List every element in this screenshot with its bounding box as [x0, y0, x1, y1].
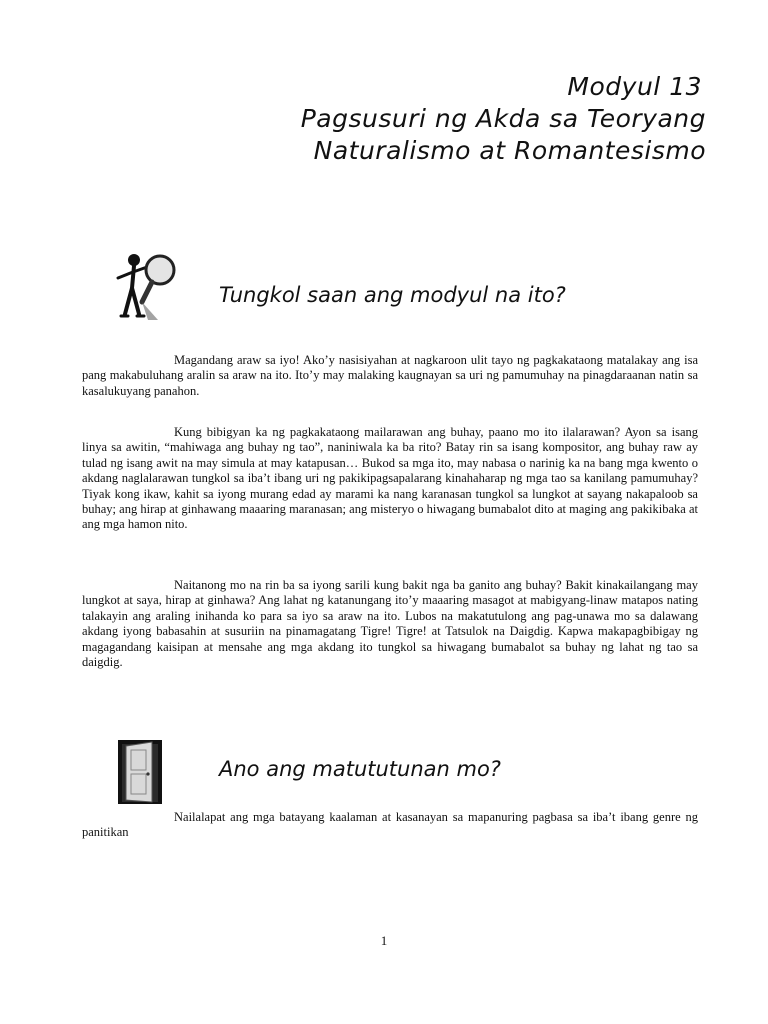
magnifier-figure-icon — [112, 252, 182, 322]
paragraph-objective: Nailalapat ang mga batayang kaalaman at kasanayan sa mapanuring pagbasa sa iba’t ibang genre ng panitikan — [82, 810, 698, 840]
page-number: 1 — [380, 933, 388, 948]
paragraph-intro: Magandang araw sa iyo! Ako’y nasisiyahan at nagkaroon ulit tayo ng pagkakataong matalakay ang isa pang makabuluhang aralin sa araw na ito. Ito’y may malaking kaugnayan sa uri ng pamumuhay na pinagdaraanan natin sa kasalukuyang panahon. — [82, 353, 698, 398]
module-number: Modyul 13 — [567, 72, 702, 101]
module-title-line-2: Naturalismo at Romantesismo — [313, 136, 706, 165]
section-heading-learn: Ano ang matututunan mo? — [219, 757, 501, 781]
section-heading-about: Tungkol saan ang modyul na ito? — [219, 283, 566, 307]
paragraph-life: Kung bibigyan ka ng pagkakataong mailarawan ang buhay, paano mo ito ilalarawan? Ayon sa isang linya sa awitin, “mahiwaga ang buhay ng tao”, naniniwala ka ba rito? Batay rin sa isang kompositor, ang buhay raw ay tulad ng isang awit na may simula at may katapusan… Bukod sa mga ito, may nabasa o narinig ka na bang mga kwento o akdang naglalarawan tungkol sa iba’t ibang uri ng pakikipagsapalarang kinahaharap ng mga tao sa kanilang pamumuhay? Tiyak kong ikaw, kahit sa iyong murang edad ay marami ka nang karanasan tungkol sa lungkot at sayang nakapaloob sa buhay; ang hirap at ginhawang maaaring maranasan; ang misteryo o hiwagang bumabalot dito at maging ang pakikibaka at ang mga hamon nito. — [82, 425, 698, 532]
open-door-icon — [116, 738, 164, 806]
module-title-line-1: Pagsusuri ng Akda sa Teoryang — [300, 104, 706, 133]
paragraph-questions: Naitanong mo na rin ba sa iyong sarili kung bakit nga ba ganito ang buhay? Bakit kinakailangang may lungkot at saya, hirap at ginhawa? Ang lahat ng katanungang ito’y maaaring masagot at mabigyang-linaw matapos nating talakayin ang araling inihanda ko para sa iyo sa araw na ito. Lubos na makatutulong ang pag-unawa mo sa dalawang akdang iyong babasahin at susuriin na pinamagatang Tigre! Tigre! at Tatsulok na Daigdig. Kapwa makapagbibigay ng magagandang kaisipan at mensahe ang mga akdang ito tungkol sa hiwagang bumabalot sa buhay ng lahat ng tao sa daigdig. — [82, 578, 698, 670]
